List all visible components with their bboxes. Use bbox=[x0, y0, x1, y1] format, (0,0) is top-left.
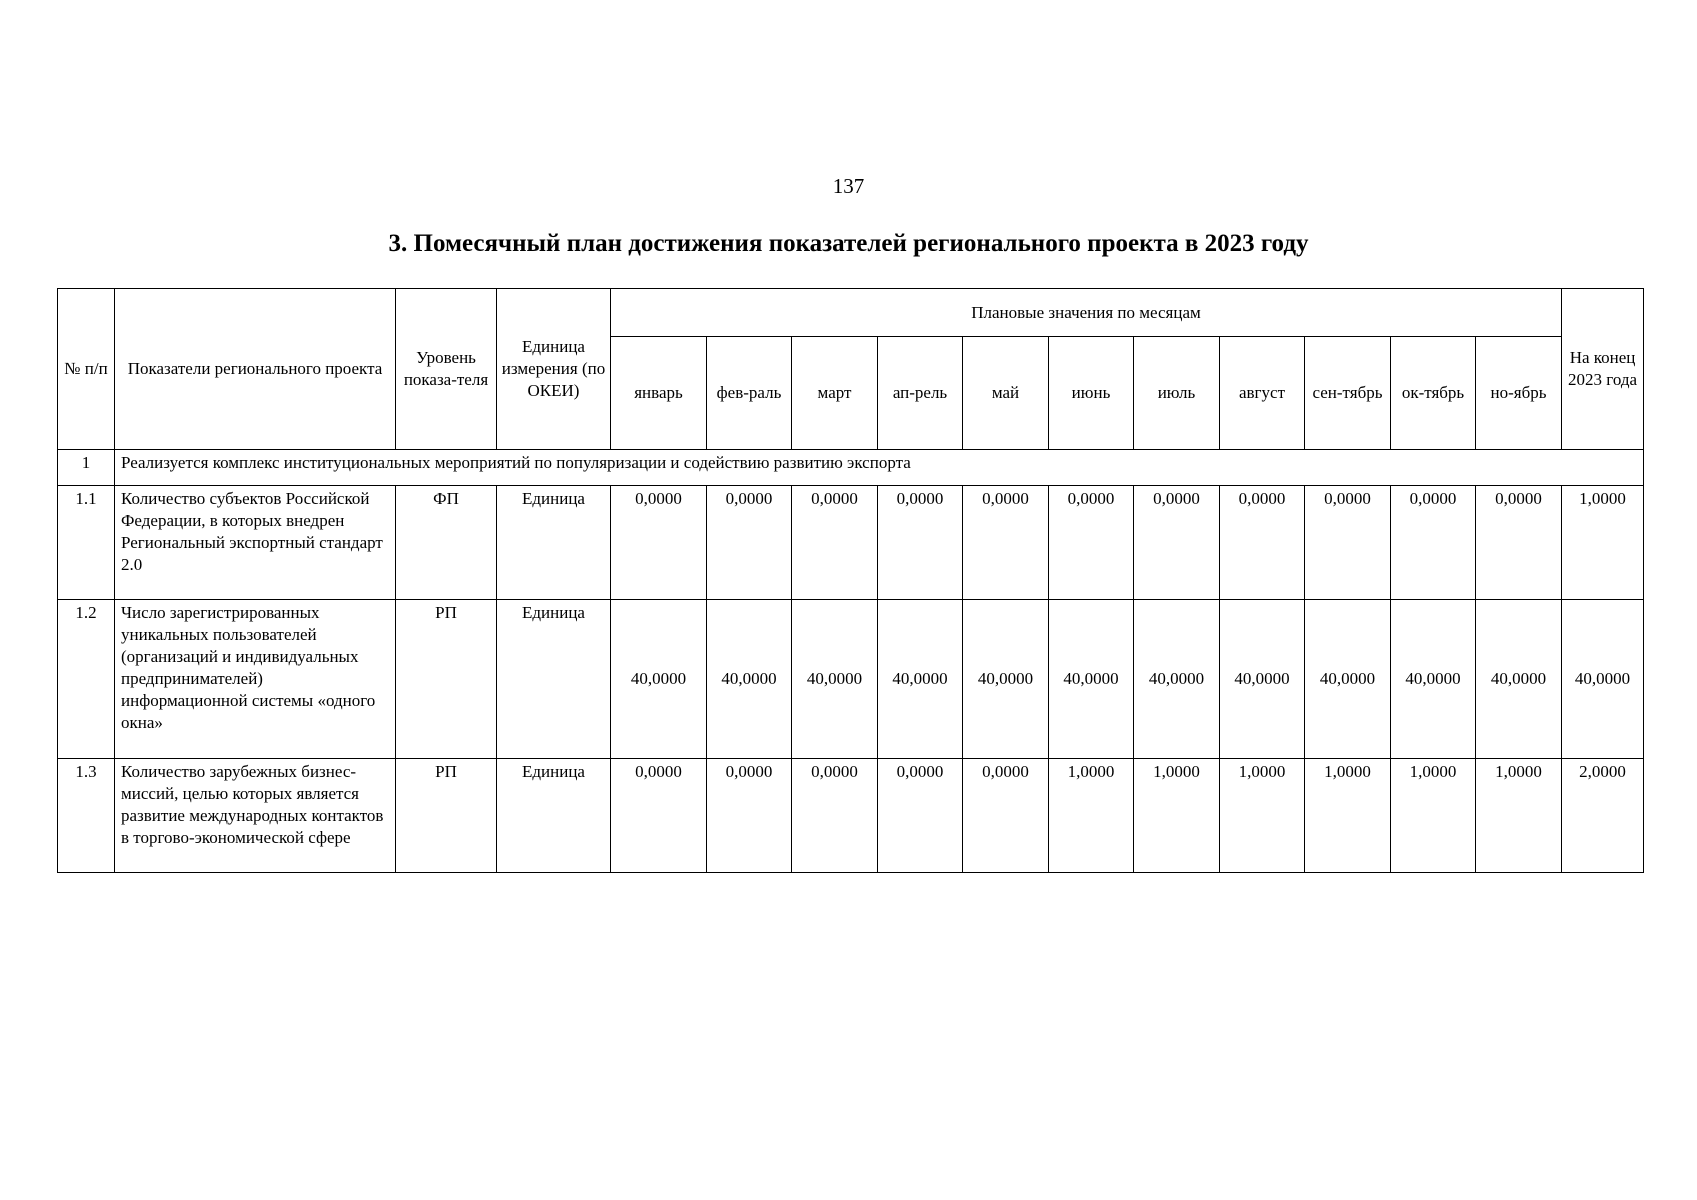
month-value: 40,0000 bbox=[1049, 600, 1134, 759]
header-end-of-year: На конец 2023 года bbox=[1562, 289, 1644, 450]
month-value: 0,0000 bbox=[878, 486, 963, 600]
month-value: 40,0000 bbox=[1305, 600, 1391, 759]
header-unit: Единица измерения (по ОКЕИ) bbox=[497, 289, 611, 450]
month-value: 0,0000 bbox=[1220, 486, 1305, 600]
month-value: 40,0000 bbox=[1476, 600, 1562, 759]
month-value: 0,0000 bbox=[792, 486, 878, 600]
month-value: 1,0000 bbox=[1049, 759, 1134, 873]
row-level: РП bbox=[396, 600, 497, 759]
header-month: но-ябрь bbox=[1476, 337, 1562, 450]
end-of-year-value: 40,0000 bbox=[1562, 600, 1644, 759]
monthly-plan-table bbox=[57, 288, 1644, 873]
month-value: 1,0000 bbox=[1305, 759, 1391, 873]
month-value: 1,0000 bbox=[1476, 759, 1562, 873]
page-number: 137 bbox=[832, 174, 865, 198]
header-month: сен-тябрь bbox=[1305, 337, 1391, 450]
row-unit: Единица bbox=[497, 759, 611, 873]
row-indicator: Количество зарубежных бизнес-миссий, целью которых является развитие международных контактов в торгово-экономической сфере bbox=[115, 759, 396, 873]
document-title: 3. Помесячный план достижения показателей регионального проекта в 2023 году bbox=[388, 230, 1309, 257]
month-value: 0,0000 bbox=[792, 759, 878, 873]
month-value: 1,0000 bbox=[1391, 759, 1476, 873]
header-month: май bbox=[963, 337, 1049, 450]
month-value: 0,0000 bbox=[1476, 486, 1562, 600]
month-value: 0,0000 bbox=[878, 759, 963, 873]
header-month: фев-раль bbox=[707, 337, 792, 450]
month-value: 0,0000 bbox=[963, 759, 1049, 873]
row-level: ФП bbox=[396, 486, 497, 600]
month-value: 0,0000 bbox=[707, 759, 792, 873]
month-value: 0,0000 bbox=[707, 486, 792, 600]
section-num: 1 bbox=[58, 450, 115, 486]
month-value: 40,0000 bbox=[1220, 600, 1305, 759]
row-indicator: Число зарегистрированных уникальных пользователей (организаций и индивидуальных предпринимателей) информационной системы «одного окна» bbox=[115, 600, 396, 759]
month-value: 0,0000 bbox=[611, 759, 707, 873]
month-value: 1,0000 bbox=[1134, 759, 1220, 873]
header-month: ап-рель bbox=[878, 337, 963, 450]
end-of-year-value: 1,0000 bbox=[1562, 486, 1644, 600]
table-row bbox=[58, 600, 1644, 759]
month-value: 40,0000 bbox=[1134, 600, 1220, 759]
table-row bbox=[58, 759, 1644, 873]
end-of-year-value: 2,0000 bbox=[1562, 759, 1644, 873]
month-value: 40,0000 bbox=[878, 600, 963, 759]
month-value: 0,0000 bbox=[963, 486, 1049, 600]
header-indicator: Показатели регионального проекта bbox=[115, 289, 396, 450]
header-month: ок-тябрь bbox=[1391, 337, 1476, 450]
row-num: 1.1 bbox=[58, 486, 115, 600]
month-value: 40,0000 bbox=[792, 600, 878, 759]
section-text: Реализуется комплекс институциональных мероприятий по популяризации и содействию развитию экспорта bbox=[115, 450, 1644, 486]
month-value: 40,0000 bbox=[1391, 600, 1476, 759]
row-level: РП bbox=[396, 759, 497, 873]
month-value: 40,0000 bbox=[611, 600, 707, 759]
table-row bbox=[58, 486, 1644, 600]
header-month: июль bbox=[1134, 337, 1220, 450]
header-level: Уровень показа-теля bbox=[396, 289, 497, 450]
row-num: 1.3 bbox=[58, 759, 115, 873]
row-unit: Единица bbox=[497, 600, 611, 759]
month-value: 0,0000 bbox=[1049, 486, 1134, 600]
header-monthly-group: Плановые значения по месяцам bbox=[611, 289, 1562, 337]
header-month: июнь bbox=[1049, 337, 1134, 450]
row-unit: Единица bbox=[497, 486, 611, 600]
month-value: 40,0000 bbox=[707, 600, 792, 759]
month-value: 40,0000 bbox=[963, 600, 1049, 759]
row-indicator: Количество субъектов Российской Федерации, в которых внедрен Региональный экспортный стандарт 2.0 bbox=[115, 486, 396, 600]
header-month: март bbox=[792, 337, 878, 450]
row-num: 1.2 bbox=[58, 600, 115, 759]
header-month: август bbox=[1220, 337, 1305, 450]
section-row bbox=[58, 450, 1644, 486]
month-value: 0,0000 bbox=[1305, 486, 1391, 600]
month-value: 0,0000 bbox=[1391, 486, 1476, 600]
header-month: январь bbox=[611, 337, 707, 450]
month-value: 0,0000 bbox=[1134, 486, 1220, 600]
month-value: 1,0000 bbox=[1220, 759, 1305, 873]
header-num: № п/п bbox=[58, 289, 115, 450]
month-value: 0,0000 bbox=[611, 486, 707, 600]
